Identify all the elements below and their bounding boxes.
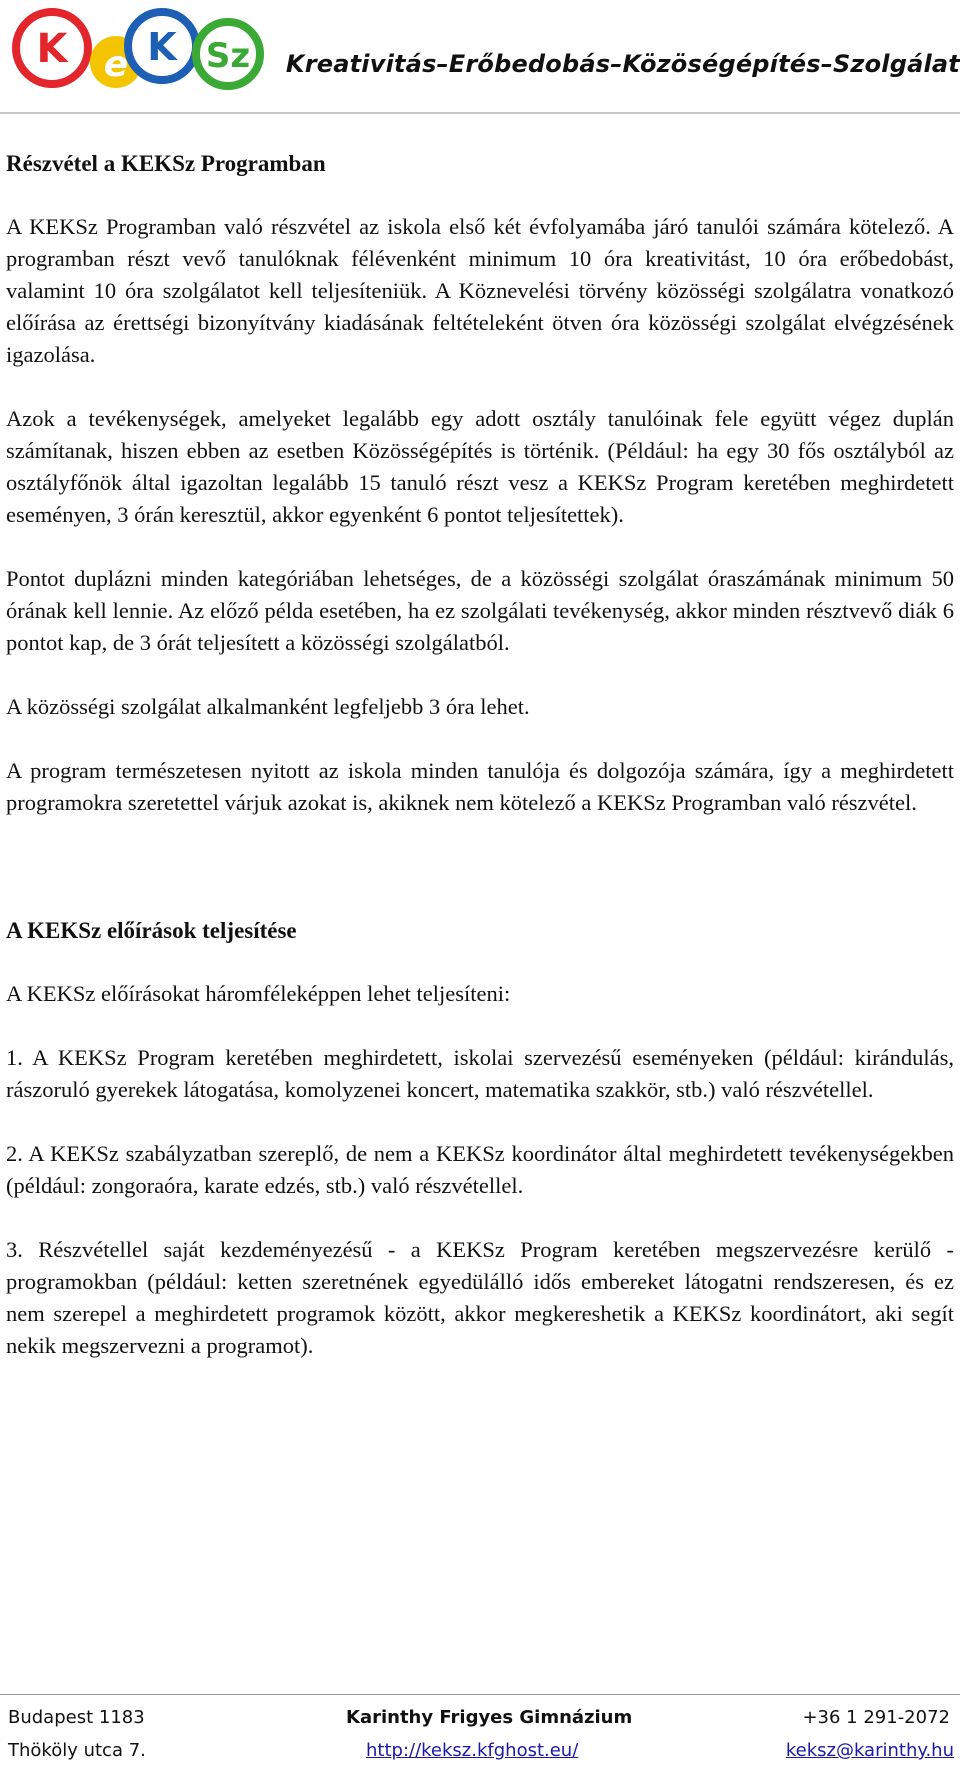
footer-divider bbox=[0, 1694, 960, 1695]
footer-city: Budapest 1183 bbox=[8, 1707, 145, 1728]
paragraph: Azok a tevékenységek, amelyeket legalább egy adott osztály tanulóinak fele együtt végez duplán számítanak, hiszen ebben az esetben Közösségépítés is történik. (Például: ha egy 30 fős osztályból az osztályfőnök által igazoltan legalább 15 tanuló részt vesz a KEKSz Program keretében meghirdetett eseményen, 3 órán keresztül, akkor egyenként 6 pontot teljesítettek). bbox=[6, 406, 954, 527]
logo-letter-k2: K bbox=[147, 25, 177, 69]
document-body bbox=[6, 148, 954, 1362]
footer-phone: +36 1 291-2072 bbox=[802, 1707, 950, 1728]
paragraph: Pontot duplázni minden kategóriában lehetséges, de a közösségi szolgálat óraszámának minimum 50 órának kell lennie. Az előző példa esetében, ha ez szolgálati tevékenység, akkor minden résztvevő diák 6 pontot kap, de 3 órát teljesített a közösségi szolgálatból. bbox=[6, 566, 954, 655]
list-item: 3. Részvétellel saját kezdeményezésű - a KEKSz Program keretében megszervezésre kerülő - programokban (például: ketten szeretnének egyedülálló idős embereket látogatni rendszeresen, és ez nem szerepel a meghirdetett programok között, akkor megkereshetik a KEKSz koordinátort, aki segít nekik megszervezni a programot). bbox=[6, 1237, 954, 1358]
header-divider bbox=[0, 112, 960, 114]
logo-letters-sz: Sz bbox=[205, 36, 251, 76]
paragraph: A közösségi szolgálat alkalmanként legfeljebb 3 óra lehet. bbox=[6, 694, 530, 719]
paragraph: A KEKSz Programban való részvétel az iskola első két évfolyamába járó tanulói számára kötelező. A programban részt vevő tanulóknak félévenként minimum 10 óra kreativitást, 10 óra erőbedobást, valamint 10 óra szolgálatot kell teljesíteniük. A Köznevelési törvény közösségi szolgálatra vonatkozó előírása az érettségi bizonyítvány kiadásának feltételeként ötven óra közösségi szolgálat elvégzésének igazolása. bbox=[6, 214, 954, 367]
list-item: 1. A KEKSz Program keretében meghirdetett, iskolai szervezésű eseményeken (például: kirándulás, rászoruló gyerekek látogatása, komolyzenei koncert, matematika szakkör, stb.) való részvétellel. bbox=[6, 1045, 954, 1102]
section-title-participation: Részvétel a KEKSz Programban bbox=[6, 151, 326, 176]
footer-street: Thököly utca 7. bbox=[8, 1740, 146, 1761]
footer-school-name: Karinthy Frigyes Gimnázium bbox=[346, 1707, 633, 1728]
footer-website-link[interactable]: http://keksz.kfghost.eu/ bbox=[366, 1740, 579, 1761]
keksz-logo bbox=[10, 6, 266, 92]
page-footer bbox=[0, 1694, 960, 1770]
paragraph: A KEKSz előírásokat háromféleképpen lehet teljesíteni: bbox=[6, 981, 511, 1006]
list-item: 2. A KEKSz szabályzatban szereplő, de nem a KEKSz koordinátor által meghirdetett tevékenységekben (például: zongoraóra, karate edzés, stb.) való részvétellel. bbox=[6, 1141, 954, 1198]
header-tagline: Kreativitás–Erőbedobás–Közöségépítés–Szolgálat bbox=[285, 50, 960, 78]
logo-letter-k1: K bbox=[36, 26, 68, 72]
page-header bbox=[0, 0, 960, 112]
footer-email-link[interactable]: keksz@karinthy.hu bbox=[785, 1740, 954, 1761]
logo-letter-e: e bbox=[103, 44, 129, 85]
section-title-requirements: A KEKSz előírások teljesítése bbox=[6, 918, 297, 943]
paragraph: A program természetesen nyitott az iskola minden tanulója és dolgozója számára, így a meghirdetett programokra szeretettel várjuk azokat is, akiknek nem kötelező a KEKSz Programban való részvétel. bbox=[6, 758, 954, 815]
